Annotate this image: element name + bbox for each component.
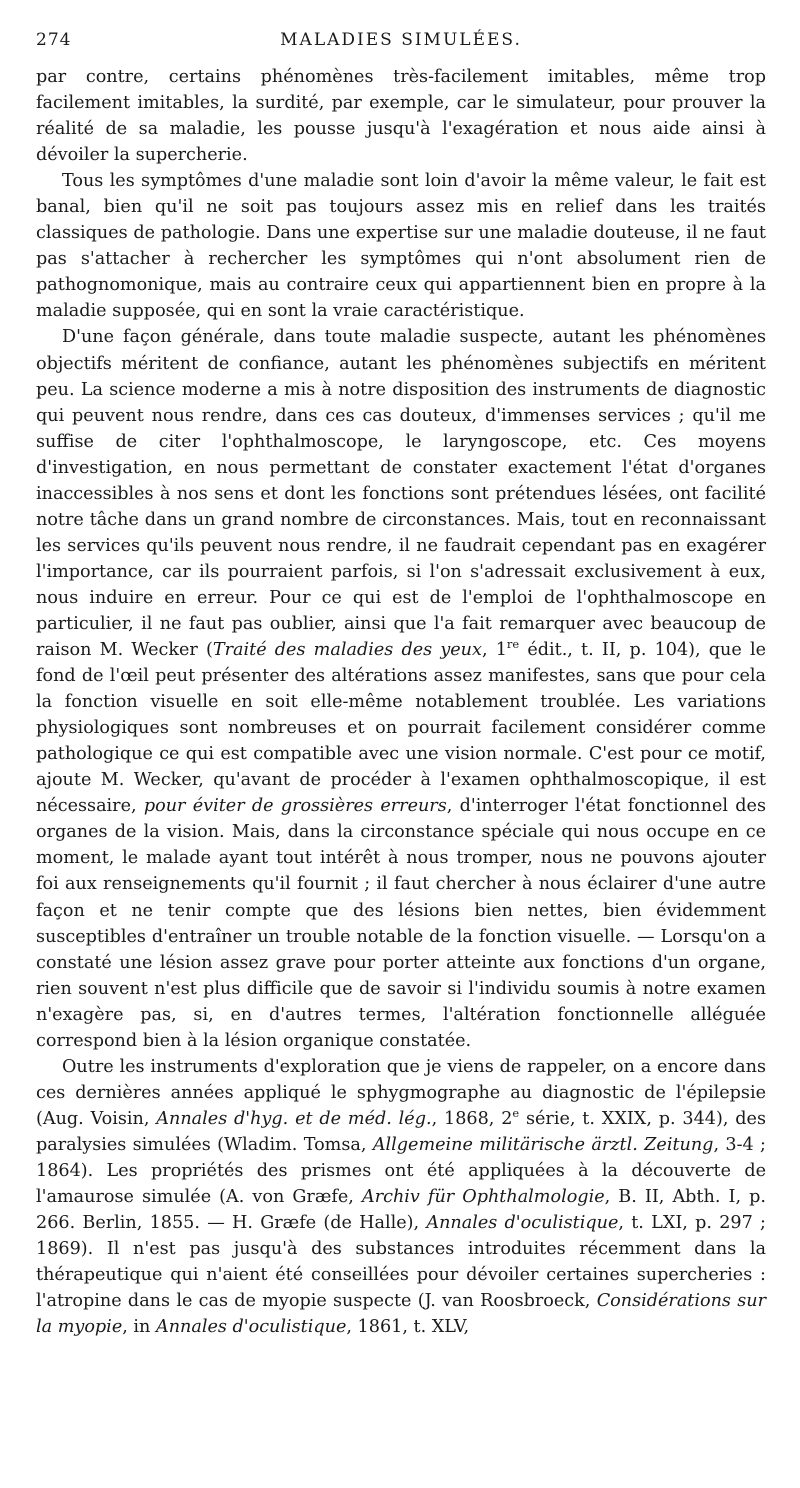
text-run: , t. LXI, p. 297 ; 1869). Il n'est pas jusqu'à des substances introduites récemment dans la thérapeutique qui n'aient été conseillées pour dévoiler certaines supercheries : l'atropine dans le cas de myopie suspecte (J. van Roosbroeck,: [36, 1213, 766, 1312]
citation-title: Considérations sur la myopie: [36, 1291, 766, 1338]
paragraph-instruments-diagnostic: [36, 324, 766, 1053]
text-run: Outre les instruments d'exploration que je viens de rappeler, on a encore dans ces dernières années appliqué le sphygmographe au diagnostic de l'épilepsie (Aug. Voisin,: [36, 1056, 766, 1129]
text-run: , in: [122, 1317, 156, 1338]
text-run: édit., t. II, p. 104), que le fond de l'œil peut présenter des altérations assez manifestes, sans que pour cela la fonction visuelle en soit elle-même notablement troublée. Les variations physiologiques sont nombreuses et on pourrait facilement considérer comme pathologique ce qui est compatible avec une vision normale. C'est pour ce motif, ajoute M. Wecker, qu'avant de procéder à l'examen ophthalmoscopique, il est nécessaire,: [36, 640, 767, 817]
citation-title: Archiv für Ophthalmologie: [361, 1187, 605, 1208]
paragraph-text: Tous les symptômes d'une maladie sont loin d'avoir la même valeur, le fait est banal, bien qu'il ne soit pas toujours assez mis en relief dans les traités classiques de pathologie. Dans une expertise sur une maladie douteuse, il ne faut pas s'attacher à rechercher les symptômes qui n'ont absolument rien de pathognomonique, mais au contraire ceux qui appartiennent bien en propre à la maladie supposée, qui en sont la vraie caractéristique.: [36, 171, 766, 322]
body-text: [36, 64, 766, 1340]
paragraph-symptomes: [36, 168, 766, 324]
citation-title: Annales d'hyg. et de méd. lég.: [156, 1108, 432, 1129]
citation-title: Annales d'oculistique: [426, 1213, 619, 1234]
running-title: MALADIES SIMULÉES.: [280, 30, 522, 50]
superscript: re: [506, 637, 520, 652]
text-run: D'une façon générale, dans toute maladie suspecte, autant les phénomènes objectifs méritent de confiance, autant les phénomènes subjectifs en méritent peu. La science moderne a mis à notre disposition des instruments de diagnostic qui peuvent nous rendre, dans ces cas douteux, d'immenses services ; qu'il me suffise de citer l'ophthalmoscope, le laryngoscope, etc. Ces moyens d'investigation, en nous permettant de constater exactement l'état d'organes inaccessibles à nos sens et dont les fonctions sont prétendues lésées, ont facilité notre tâche dans un grand nombre de circonstances. Mais, tout en reconnaissant les services qu'ils peuvent nous rendre, il ne faudrait cependant pas en exagérer l'importance, car ils pourraient parfois, si l'on s'adressait exclusivement à eux, nous induire en erreur. Pour ce qui est de l'emploi de l'ophthalmoscope en particulier, il ne faut pas oublier, ainsi que l'a fait remarquer avec beaucoup de raison M. Wecker (: [36, 327, 766, 661]
paragraph-exploration: [36, 1054, 766, 1341]
paragraph-continued: [36, 64, 766, 168]
page-number: 274: [36, 30, 72, 50]
citation-title: Allgemeine militärische ärztl. Zeitung: [372, 1134, 714, 1155]
text-run: , 1868, 2: [431, 1108, 513, 1129]
book-page: [36, 30, 766, 1340]
superscript: e: [512, 1106, 520, 1121]
text-run: , B. II, Abth. I, p. 266. Berlin, 1855. — H. Græfe (de Halle),: [36, 1187, 766, 1234]
text-run: , d'interroger l'état fonctionnel des organes de la vision. Mais, dans la circonstance spéciale qui nous occupe en ce moment, le malade ayant tout intérêt à nous tromper, nous ne pouvons ajouter foi aux renseignements qu'il fournit ; il faut chercher à nous éclairer d'une autre façon et ne tenir compte que des lésions bien nettes, bien évidemment susceptibles d'entraîner un trouble notable de la fonction visuelle. — Lorsqu'on a constaté une lésion assez grave pour porter atteinte aux fonctions d'un organe, rien souvent n'est plus difficile que de savoir si l'individu soumis à notre examen n'exagère pas, si, en d'autres termes, l'altération fonctionnelle alléguée correspond bien à la lésion organique constatée.: [36, 796, 766, 1051]
running-head: [36, 30, 766, 56]
emphasis: pour éviter de grossières erreurs: [143, 796, 447, 817]
citation-title: Annales d'oculistique: [155, 1317, 347, 1338]
text-run: , 1861, t. XLV,: [346, 1317, 470, 1338]
text-run: , 3-4 ; 1864). Les propriétés des prismes ont été appliquées à la découverte de l'amaurose simulée (A. von Græfe,: [36, 1134, 766, 1208]
paragraph-text: par contre, certains phénomènes très-facilement imitables, même trop facilement imitables, la surdité, par exemple, car le simulateur, pour prouver la réalité de sa maladie, les pousse jusqu'à l'exagération et nous aide ainsi à dévoiler la supercherie.: [36, 67, 766, 166]
text-run: , 1: [481, 640, 507, 661]
citation-title: Traité des maladies des yeux: [212, 640, 482, 661]
text-run: série, t. XXIX, p. 344), des paralysies simulées (Wladim. Tomsa,: [36, 1108, 766, 1155]
